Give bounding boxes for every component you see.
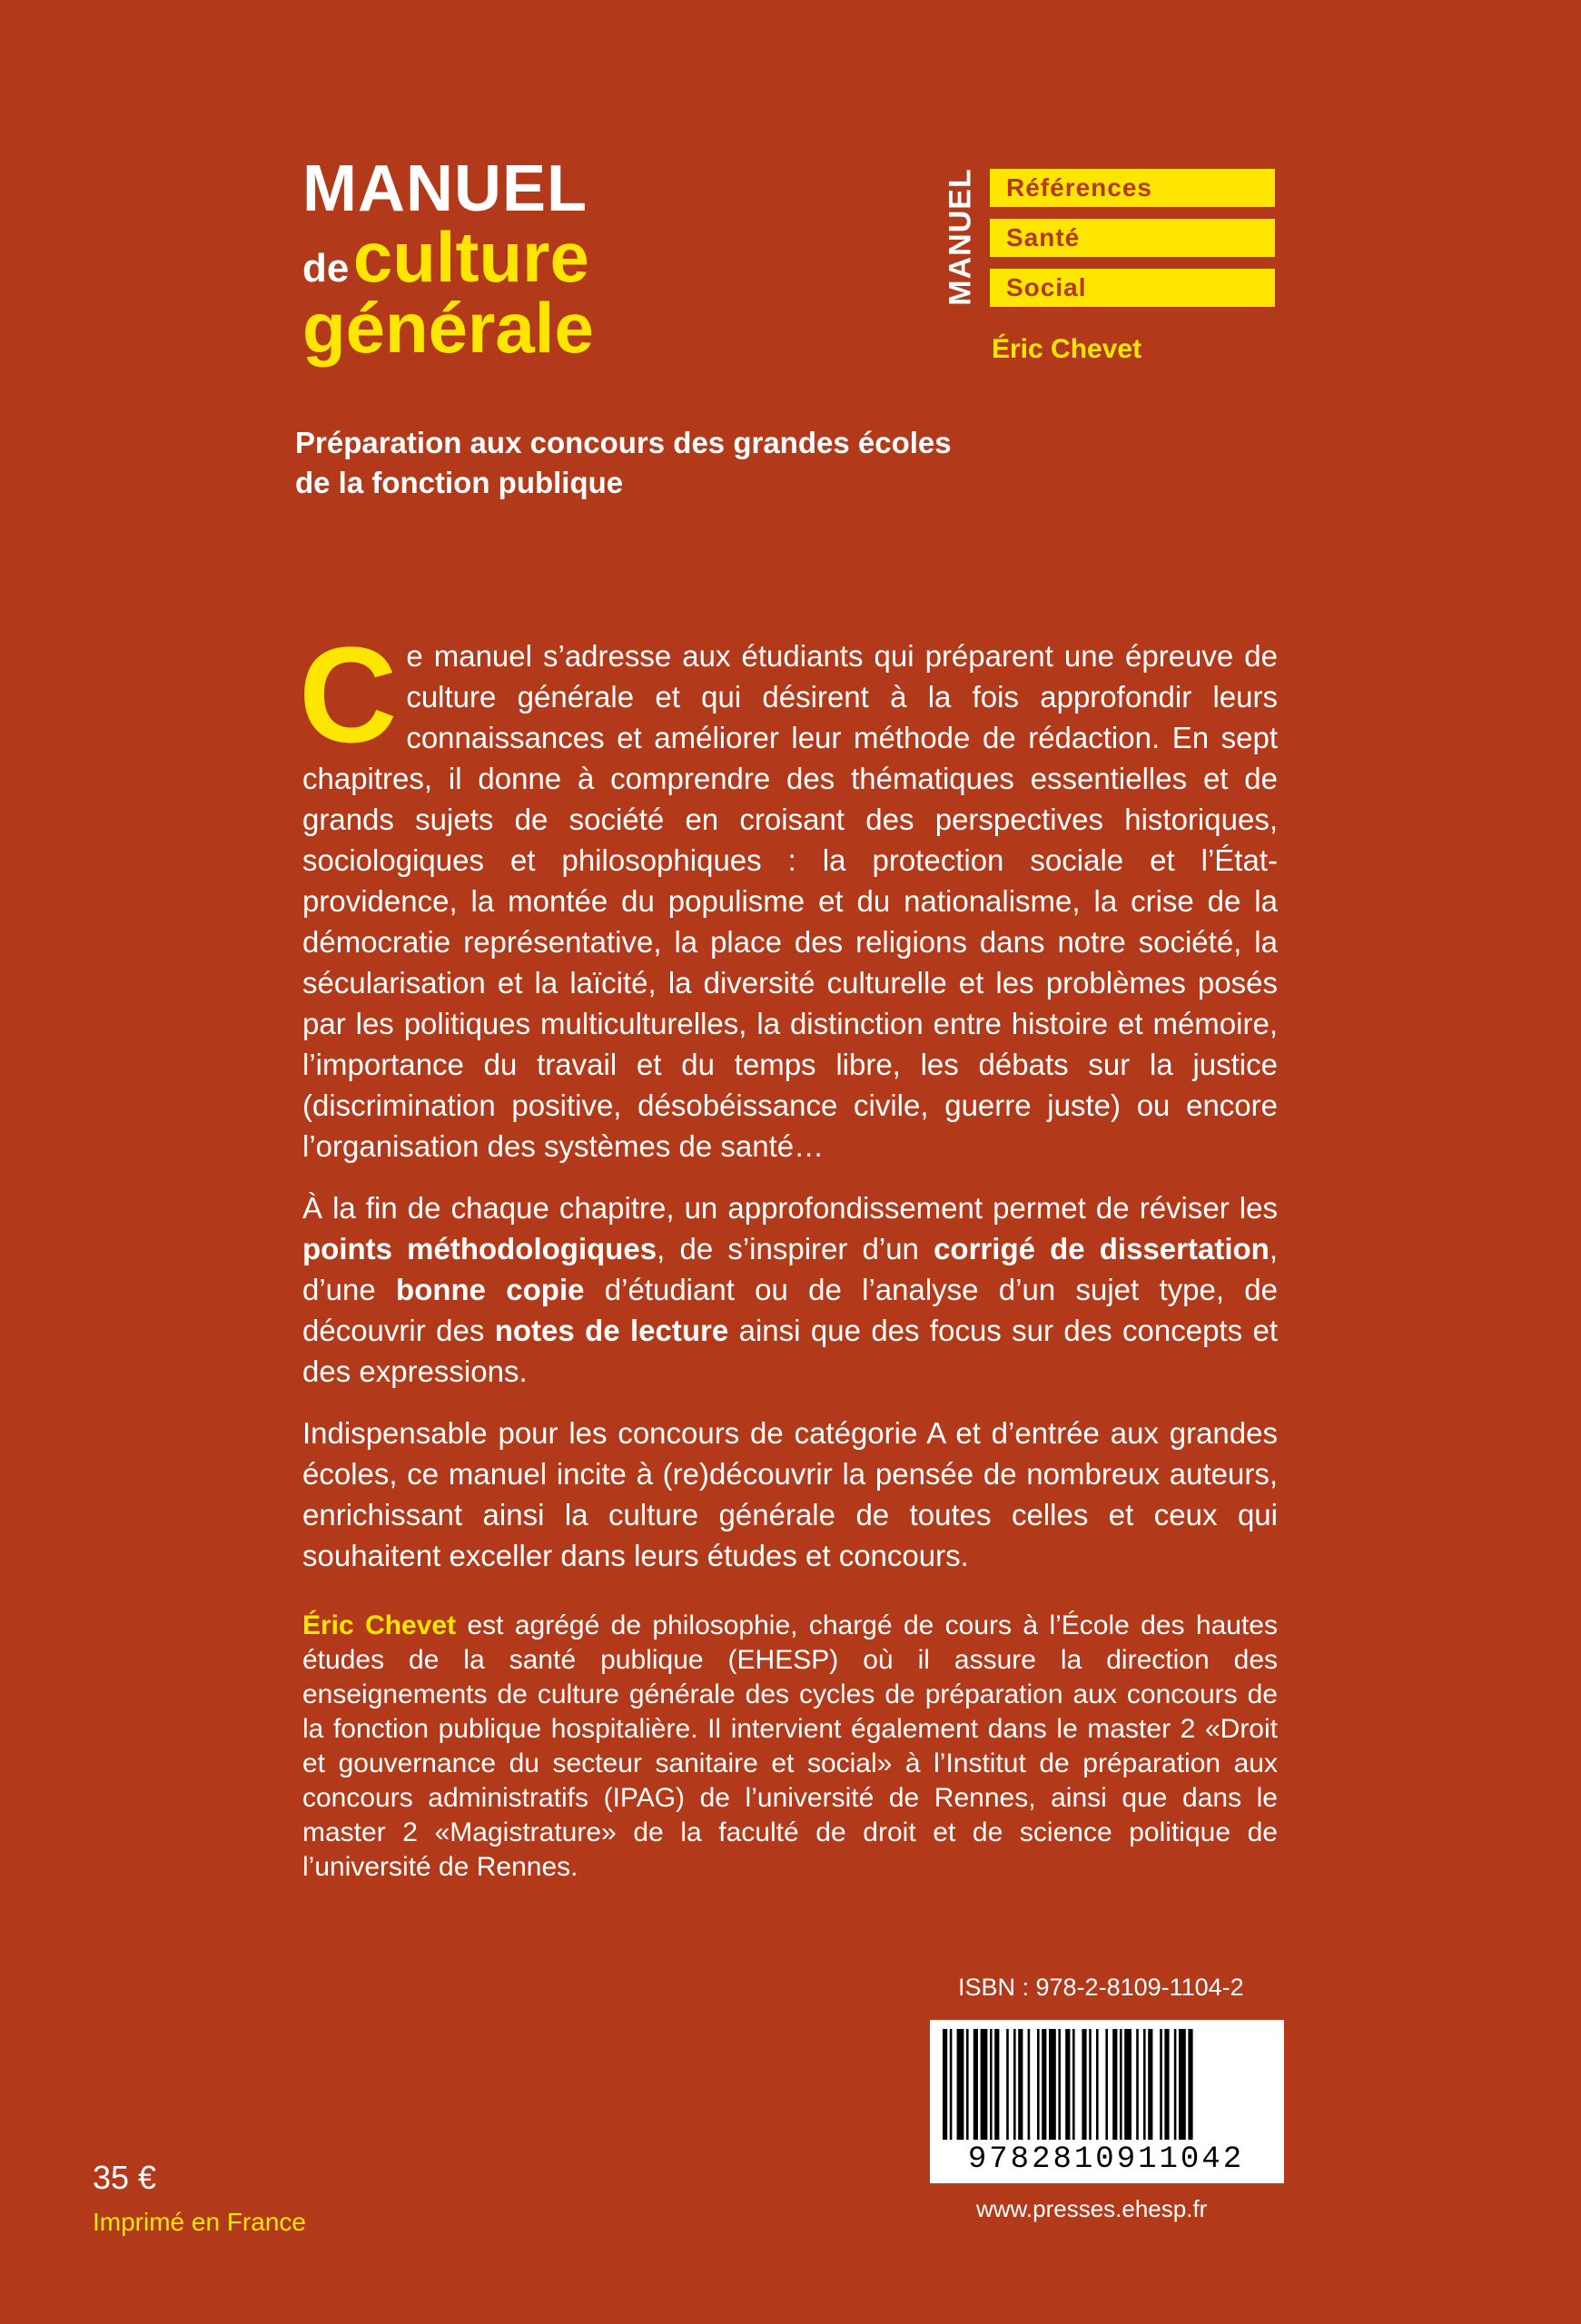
- p2-text-i: ainsi que des focus sur des concepts et des expressions.: [302, 1314, 1279, 1388]
- barcode-bar: [1013, 2029, 1016, 2140]
- barcode-bar: [1143, 2029, 1146, 2140]
- barcode-bar: [1160, 2029, 1162, 2140]
- barcode-bar: [1058, 2029, 1061, 2140]
- subtitle: [295, 423, 1112, 503]
- drop-cap: C: [299, 618, 398, 771]
- title-manuel: MANUEL: [302, 153, 588, 225]
- p2-text-g: d’étudiant ou de l’analyse d’un sujet type, de découvrir des: [302, 1273, 1278, 1347]
- p2-bold-corrige: corrigé de dissertation: [934, 1232, 1270, 1265]
- barcode-bar: [1120, 2029, 1122, 2140]
- paragraph-intro-text: e manuel s’adresse aux étudiants qui préparent une épreuve de culture générale et qui désirent à la fois approfondir leurs connaissances et améliorer leur méthode de rédaction. En sept chapitres, il donne à comprendre des thématiques essentielles et de grands sujets de société en croisant des perspectives historiques, sociologiques et philosophiques : la protection sociale et l’État-providence, la montée du populisme et du nationalisme, la crise de la démocratie représentative, la place des religions dans notre société, la sécularisation et la laïcité, la diversité culturelle et les problèmes posés par les politiques multiculturelles, la distinction entre histoire et mémoire, l’importance du travail et du temps libre, les débats sur la justice (discrimination positive, désobéissance civile, guerre juste) ou encore l’organisation des systèmes de santé…: [302, 639, 1278, 1163]
- barcode-bar: [1049, 2029, 1056, 2140]
- p2-text-a: À la fin de chaque chapitre, un approfondissement permet de réviser les: [302, 1191, 1278, 1225]
- price: 35 €: [93, 2159, 157, 2196]
- barcode-digits: 9782810911042: [967, 2142, 1245, 2177]
- barcode-bar: [957, 2029, 964, 2140]
- barcode-bar: [1148, 2029, 1152, 2140]
- barcode-bar: [1188, 2029, 1192, 2140]
- barcode-bar: [981, 2029, 988, 2140]
- series-box-references: Références: [990, 169, 1275, 207]
- barcode-bar: [1065, 2029, 1070, 2140]
- p2-bold-copie: bonne copie: [396, 1273, 585, 1306]
- subtitle-line-1: Préparation aux concours des grandes écoles: [295, 426, 952, 459]
- barcode-bar: [1174, 2029, 1177, 2140]
- barcode-bar: [1006, 2029, 1009, 2140]
- series-label: [924, 169, 997, 305]
- barcode-bar: [1028, 2029, 1031, 2140]
- bio-text: est agrégé de philosophie, chargé de cours à l’École des hautes études de la santé publique (EHESP) où il assure la direction des enseignements de culture générale des cycles de préparation aux concours de la fonction publique hospitalière. Il intervient également dans le master 2 «Droit et gouvernance du secteur sanitaire et social» à l’Institut de préparation aux concours administratifs (IPAG) de l’université de Rennes, ainsi que dans le master 2 «Magistrature» de la faculté de droit et de science politique de l’université de Rennes.: [302, 1610, 1278, 1882]
- p2-bold-methodology: points méthodologiques: [302, 1232, 657, 1265]
- series-box-social: Social: [990, 269, 1275, 307]
- subtitle-line-2: de la fonction publique: [295, 466, 624, 499]
- p2-bold-notes: notes de lecture: [494, 1314, 729, 1347]
- barcode-bar: [1164, 2029, 1169, 2140]
- barcode-bar: [973, 2029, 978, 2140]
- printed-in-france: Imprimé en France: [93, 2208, 306, 2236]
- barcode-bar: [1089, 2029, 1092, 2140]
- series-box-sante: Santé: [990, 219, 1275, 257]
- paragraph-intro: [299, 618, 1278, 1167]
- barcode-bar: [943, 2029, 947, 2140]
- author-name: Éric Chevet: [992, 334, 1142, 364]
- author-bio: [302, 1609, 1278, 1885]
- website-url: www.presses.ehesp.fr: [976, 2195, 1208, 2222]
- barcode-bar: [1136, 2029, 1139, 2140]
- barcode-bar: [950, 2029, 953, 2140]
- barcode-bar: [1179, 2029, 1186, 2140]
- barcode-bar: [1124, 2029, 1131, 2140]
- isbn: ISBN : 978-2-8109-1104-2: [958, 1974, 1244, 2001]
- barcode-bar: [1112, 2029, 1117, 2140]
- p2-text-e: , d’une: [302, 1232, 1278, 1306]
- barcode-bar: [994, 2029, 999, 2140]
- series-label-text: MANUEL: [943, 168, 978, 306]
- p2-text-c: , de s’inspirer d’un: [657, 1232, 934, 1265]
- title-culture: culture: [352, 217, 589, 297]
- paragraph-chapters: [302, 1187, 1278, 1392]
- bio-author-name: Éric Chevet: [302, 1610, 457, 1640]
- barcode-bar: [1037, 2029, 1040, 2140]
- title-de: de: [302, 246, 350, 290]
- barcode-bar: [1072, 2029, 1075, 2140]
- paragraph-indispensable: Indispensable pour les concours de catégorie A et d’entrée aux grandes écoles, ce manuel incite à (re)découvrir la pensée de nombreux auteurs, enrichissant ainsi la culture générale de toutes celles et ceux qui souhaitent exceller dans leurs études et concours.: [302, 1416, 1278, 1572]
- title-generale: générale: [302, 288, 594, 368]
- barcode-bar: [990, 2029, 993, 2140]
- barcode-bar: [966, 2029, 969, 2140]
- barcode-bar: [1082, 2029, 1086, 2140]
- barcode-bar: [1018, 2029, 1023, 2140]
- barcode-bar: [1042, 2029, 1046, 2140]
- barcode-bar: [1096, 2029, 1099, 2140]
- barcode-bar: [1105, 2029, 1108, 2140]
